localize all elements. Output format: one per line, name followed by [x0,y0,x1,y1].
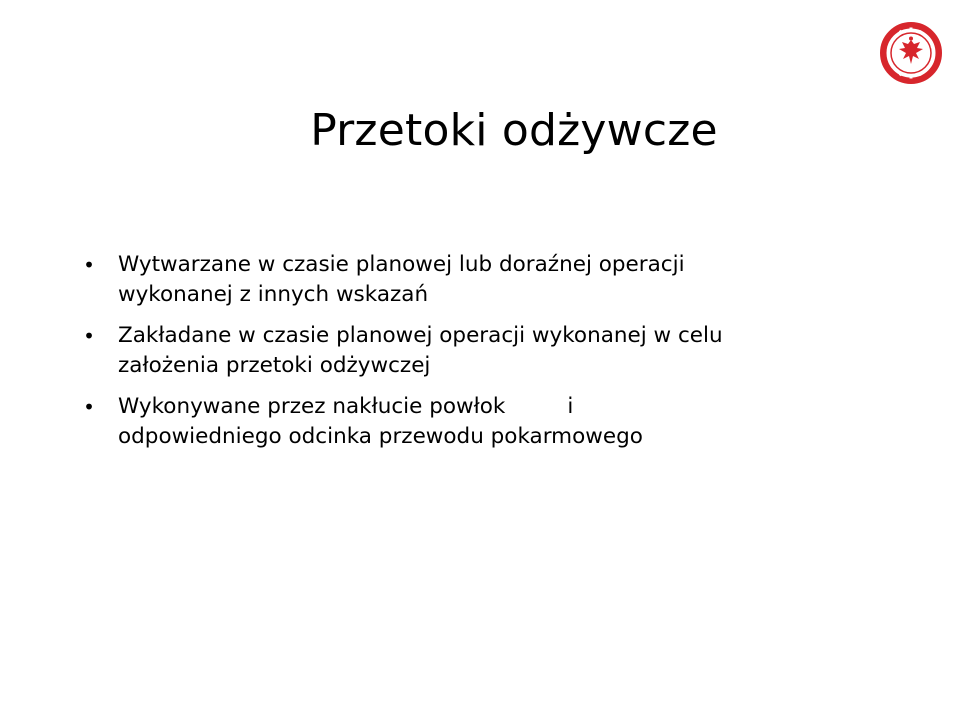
bullet-item-3 [80,392,880,452]
bullet-content [80,250,880,463]
bullet-line: założenia przetoki odżywczej [118,353,431,378]
bullet-dot: • [83,324,95,348]
slide-title: Przetoki odżywcze [310,105,718,156]
bullet-line-part: Wykonywane przez nakłucie powłok [118,394,506,419]
bullet-line: wykonanej z innych wskazań [118,282,429,307]
university-seal-icon [880,22,942,84]
bullet-dot: • [83,395,95,419]
bullet-list [80,250,880,452]
bullet-text [118,321,880,381]
bullet-text [118,250,880,310]
bullet-dot: • [83,253,95,277]
university-seal-logo [880,22,942,84]
bullet-line: Wytwarzane w czasie planowej lub doraźnej operacji [118,252,685,277]
bullet-item-2 [80,321,880,381]
bullet-line: Zakładane w czasie planowej operacji wykonanej w celu [118,323,723,348]
bullet-item-1 [80,250,880,310]
bullet-line [118,392,880,422]
bullet-line-part: i [567,394,574,419]
bullet-text [118,392,880,452]
bullet-line: odpowiedniego odcinka przewodu pokarmowego [118,424,643,449]
